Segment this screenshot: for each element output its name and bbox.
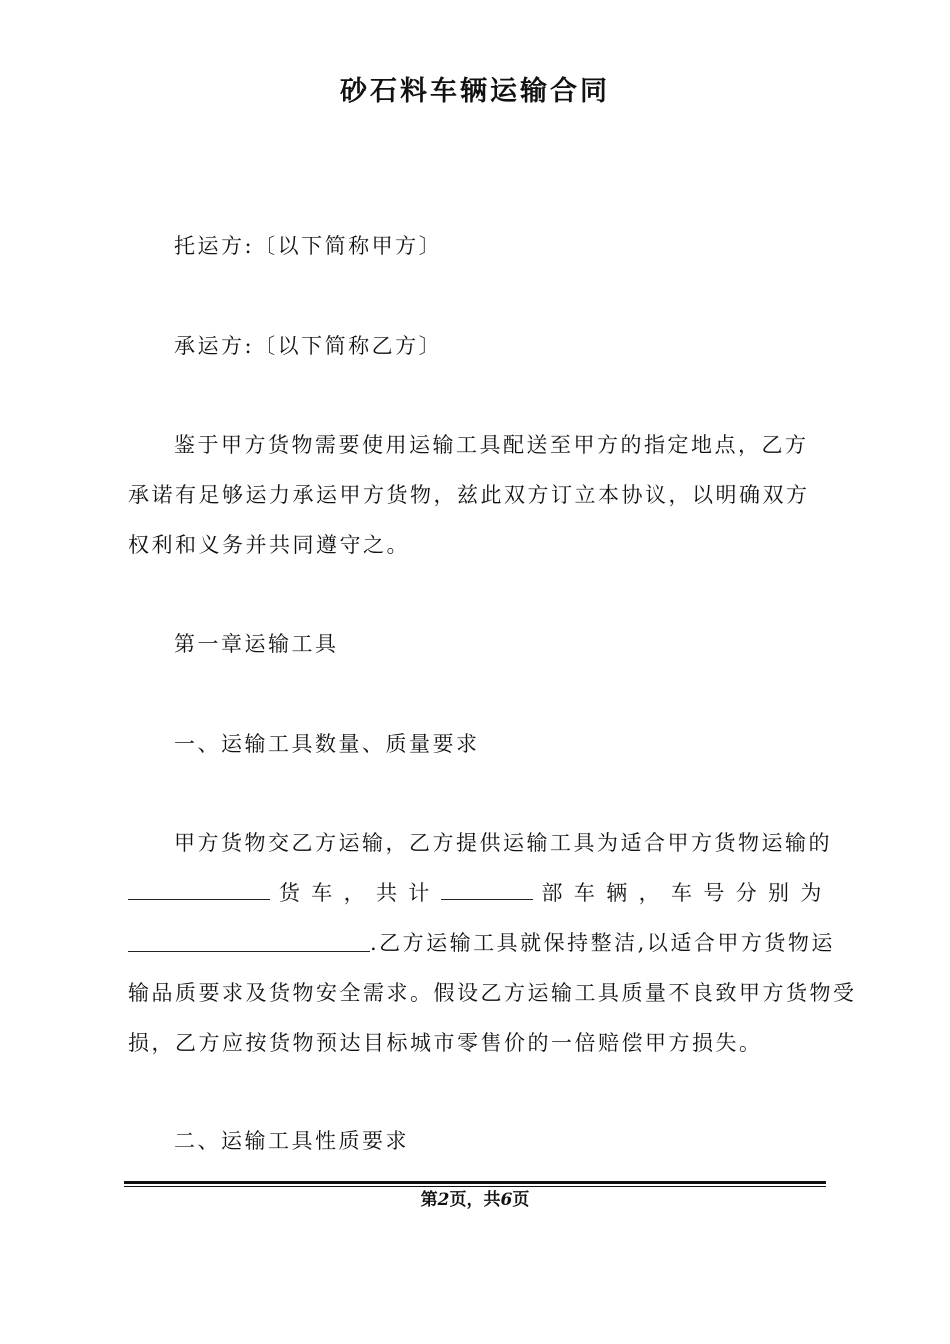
body-line-2: [128, 868, 824, 918]
footer-text: 页，共: [449, 1190, 501, 1210]
footer-divider-thin: [124, 1186, 826, 1187]
carrier-line: 承运方:〔以下简称乙方〕: [174, 334, 443, 358]
body-text: 部: [541, 881, 566, 905]
blank-truck-type: [128, 879, 270, 900]
body-text: ，: [638, 881, 663, 905]
body-text: .乙方运输工具就保持整洁,以适合甲方货物运: [370, 931, 835, 955]
body-text: 为: [800, 881, 824, 905]
section-1-body: [128, 818, 857, 1068]
body-text: 车: [573, 881, 598, 905]
total-page-count: 6: [500, 1190, 513, 1210]
body-text: 分: [735, 881, 760, 905]
body-text: ，: [343, 881, 368, 905]
body-text: 车: [670, 881, 695, 905]
footer-text: 第: [420, 1190, 438, 1210]
chapter-heading: 第一章运输工具: [174, 632, 339, 656]
current-page-number: 2: [437, 1190, 450, 1210]
footer-text: 页: [512, 1190, 530, 1210]
preamble-paragraph: 鉴于甲方货物需要使用运输工具配送至甲方的指定地点，乙方承诺有足够运力承运甲方货物，兹此双方订立本协议，以明确双方权利和义务并共同遵守之。: [128, 433, 810, 557]
section-heading-1: 一、运输工具数量、质量要求: [174, 732, 480, 756]
blank-vehicle-count: [441, 879, 533, 900]
page-number: [0, 1188, 950, 1212]
body-line-3: [128, 918, 835, 968]
body-line-1: 甲方货物交乙方运输，乙方提供运输工具为适合甲方货物运输的: [174, 831, 832, 855]
shipper-line: 托运方:〔以下简称甲方〕: [174, 234, 443, 258]
document-title: 砂石料车辆运输合同: [340, 76, 610, 107]
blank-plate-numbers: [128, 931, 370, 952]
body-text: 车: [311, 881, 335, 905]
body-text: 号: [703, 881, 727, 905]
body-text: 辆: [606, 881, 630, 905]
body-text: 别: [768, 881, 792, 905]
section-heading-2: 二、运输工具性质要求: [174, 1129, 409, 1153]
body-line-4: 输品质要求及货物安全需求。假设乙方运输工具质量不良致甲方货物受: [128, 981, 857, 1005]
body-text: 货: [278, 881, 303, 905]
body-text: 计: [408, 881, 432, 905]
footer-divider: [124, 1181, 826, 1184]
body-line-5: 损，乙方应按货物预达目标城市零售价的一倍赔偿甲方损失。: [128, 1031, 763, 1055]
body-text: 共: [375, 881, 400, 905]
